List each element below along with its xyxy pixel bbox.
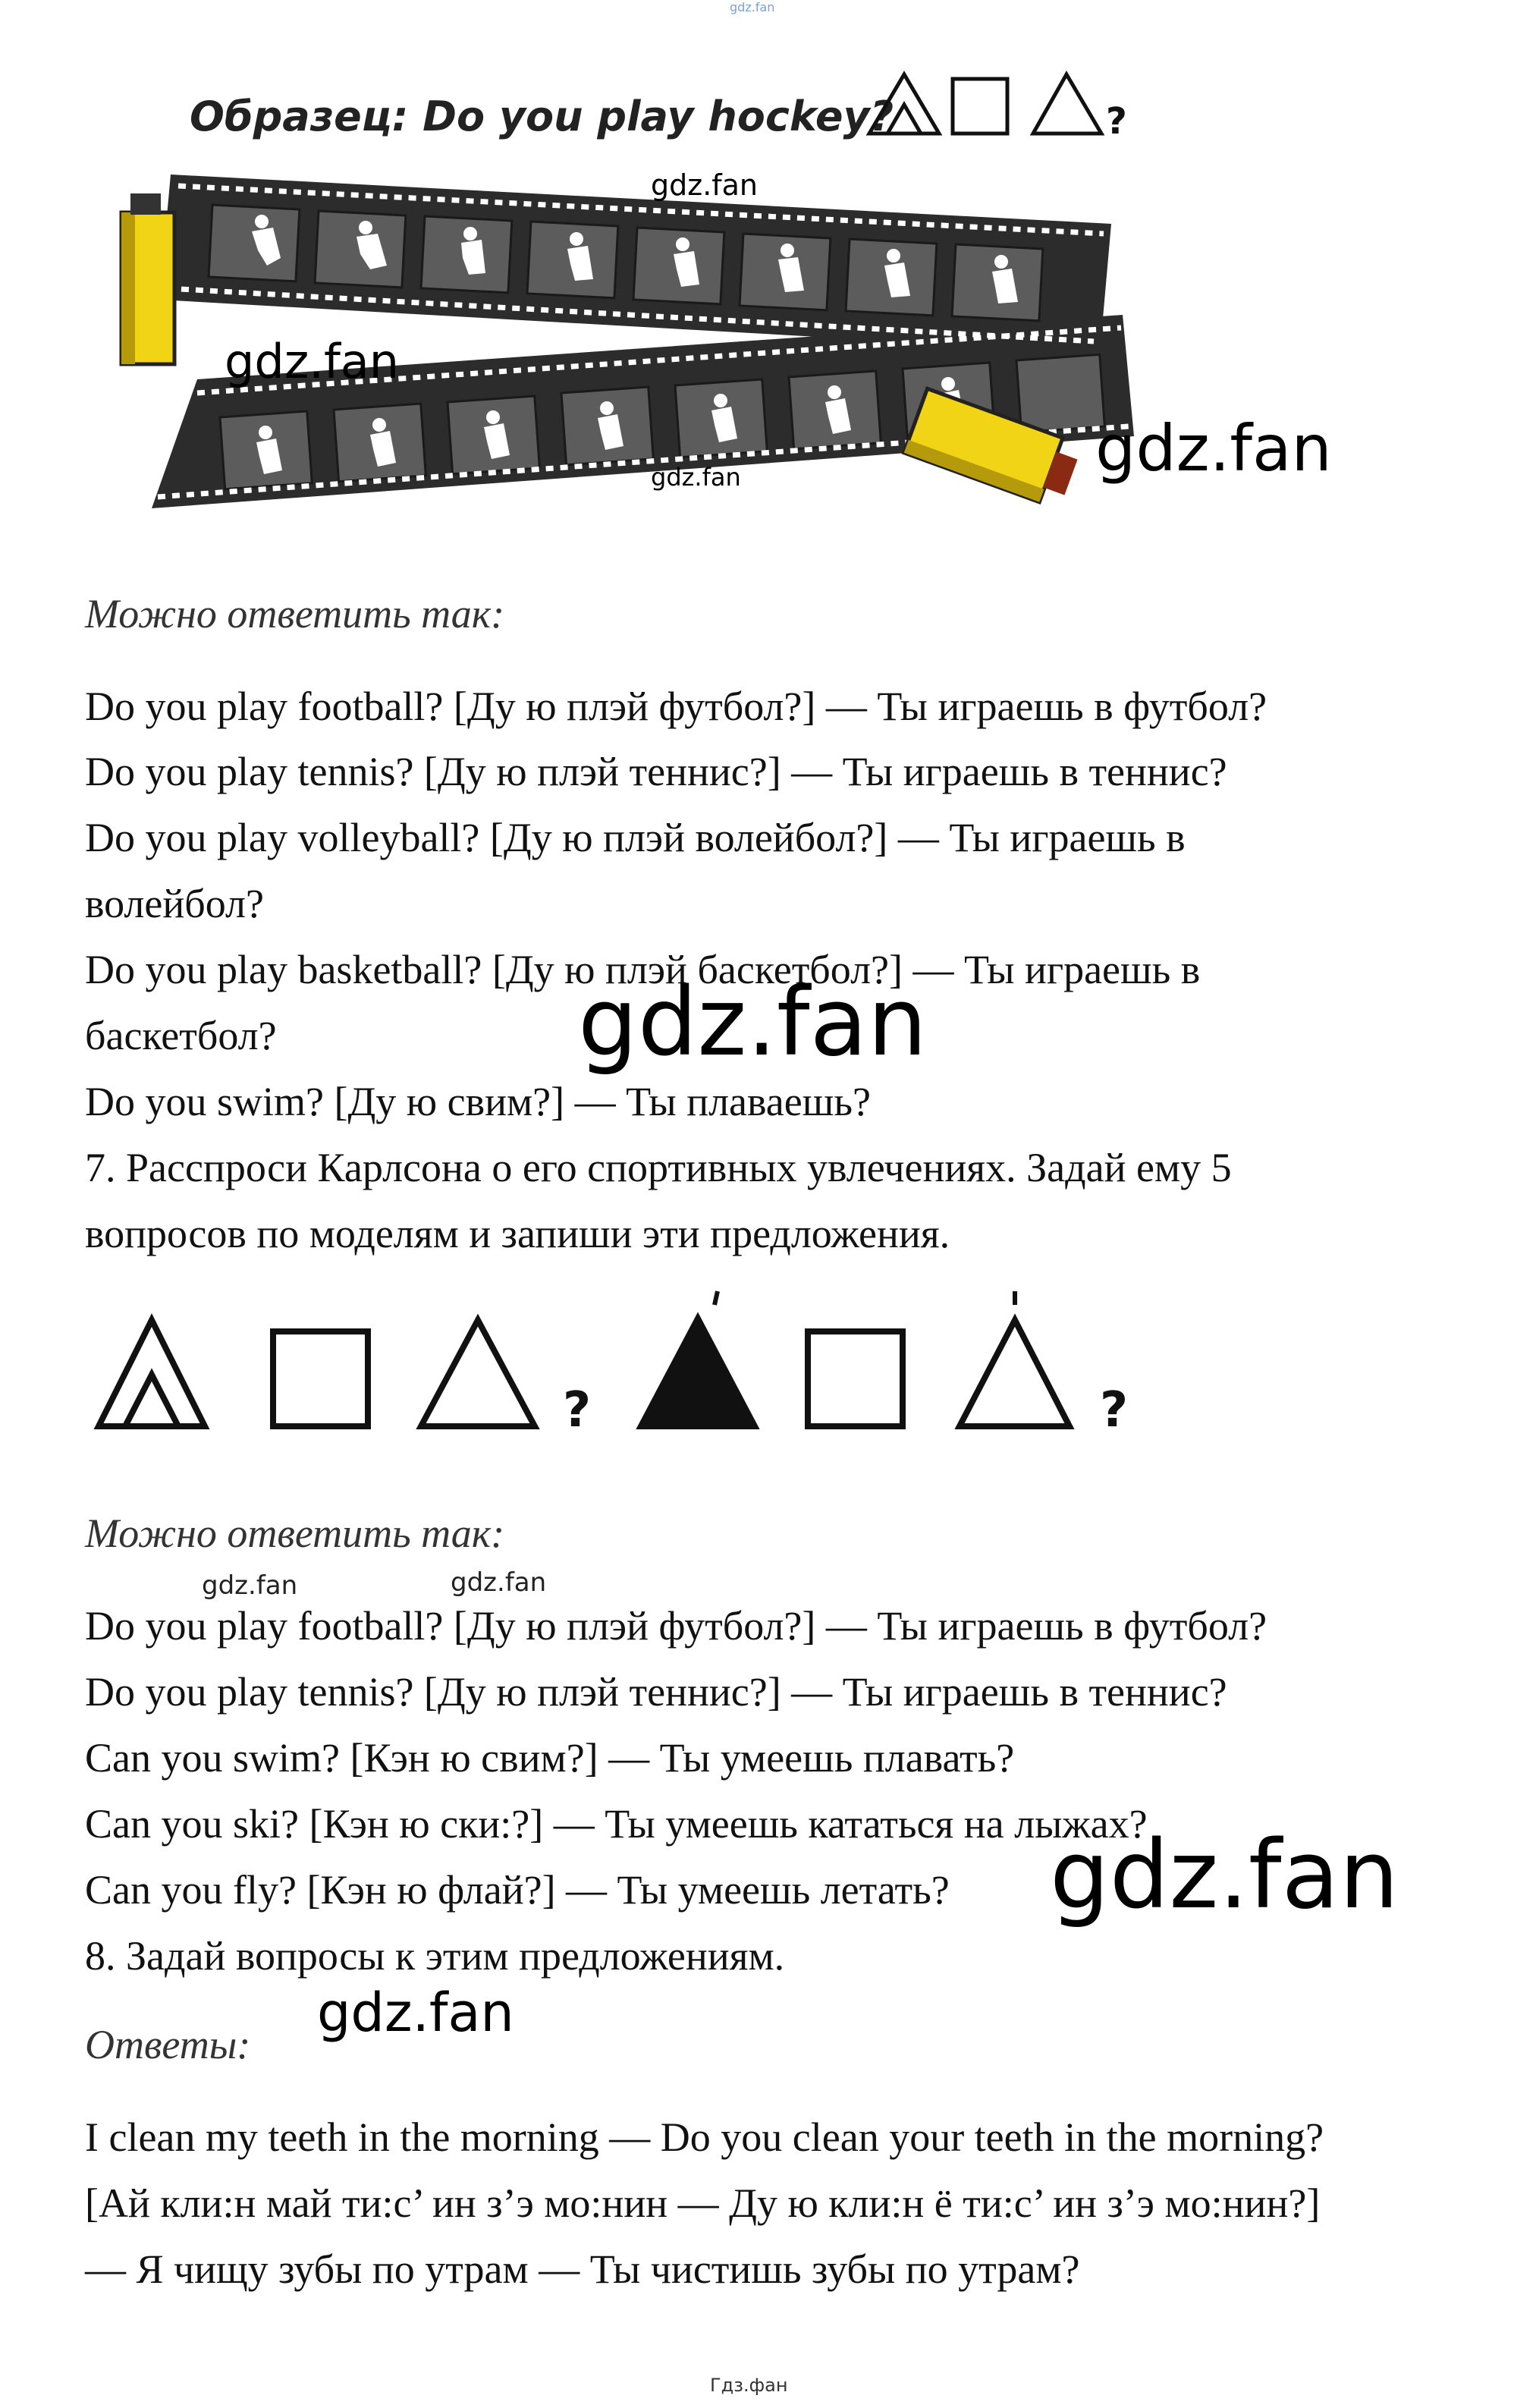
- triangle-filled-icon: [641, 1319, 755, 1426]
- answer-line: волейбол?: [85, 881, 264, 926]
- watermark-answers3: gdz.fan: [317, 1982, 514, 2044]
- task-line: 7. Расспроси Карлсона о его спортивных увлечениях. Задай ему 5: [85, 1145, 1232, 1190]
- task-line: 8. Задай вопросы к этим предложениям.: [85, 1933, 785, 1979]
- answer-line: Do you play basketball? [Ду ю плэй баскетбол?] — Ты играешь в: [85, 947, 1201, 992]
- symbol-question-mark: ?: [1100, 1382, 1129, 1438]
- answer-line: Do you play volleyball? [Ду ю плэй волейбол?] — Ты играешь в: [85, 815, 1186, 860]
- header-watermark: gdz.fan: [730, 0, 775, 14]
- answer-line: Do you play football? [Ду ю плэй футбол?] — Ты играешь в футбол?: [85, 1603, 1267, 1649]
- triangle-double-icon: [99, 1320, 205, 1426]
- square-icon: [953, 79, 1007, 134]
- answer-line: баскетбол?: [85, 1013, 277, 1058]
- answer-line: Can you fly? [Кэн ю флай?] — Ты умеешь летать?: [85, 1867, 950, 1913]
- square-icon: [273, 1331, 368, 1426]
- section2-heading: Можно ответить так:: [85, 1511, 505, 1556]
- answer-line: Do you play football? [Ду ю плэй футбол?] — Ты играешь в футбол?: [85, 684, 1267, 729]
- sample-question-mark: ?: [1106, 100, 1127, 143]
- footer-watermark: Гдз.фан: [710, 2375, 788, 2396]
- answer-line: [Ай кли:н май ти:с’ ин з’э мо:нин — Ду ю кли:н ё ти:с’ ин з’э мо:нин?]: [85, 2180, 1321, 2226]
- triangle-icon: [1033, 74, 1101, 134]
- watermark-film-top: gdz.fan: [651, 168, 759, 202]
- watermark-film-bottom: gdz.fan: [651, 463, 741, 492]
- watermark-answers2-a: gdz.fan: [202, 1570, 298, 1601]
- section3-heading: Ответы:: [85, 2022, 251, 2067]
- sample-sentence: Образец: Do you play hockey?: [190, 93, 894, 140]
- watermark-film-left: gdz.fan: [225, 334, 400, 389]
- square-icon: [808, 1331, 903, 1426]
- film-roll-icon: [121, 193, 174, 364]
- watermark-film-right: gdz.fan: [1095, 411, 1332, 486]
- question-pattern-symbols: [83, 1290, 1161, 1457]
- answer-line: Can you swim? [Кэн ю свим?] — Ты умеешь плавать?: [85, 1735, 1015, 1781]
- answer-line: Do you play tennis? [Ду ю плэй теннис?] — Ты играешь в теннис?: [85, 749, 1227, 794]
- answer-line: Can you ski? [Кэн ю ски:?] — Ты умеешь кататься на лыжах?: [85, 1801, 1148, 1847]
- answer-line: Do you play tennis? [Ду ю плэй теннис?] — Ты играешь в теннис?: [85, 1669, 1227, 1715]
- section1-heading: Можно ответить так:: [85, 591, 505, 637]
- symbol-question-mark: ?: [563, 1382, 592, 1438]
- triangle-double-icon: [869, 74, 939, 134]
- watermark-right: gdz.fan: [1050, 1821, 1399, 1930]
- triangle-icon: [960, 1320, 1070, 1426]
- answer-line: I clean my teeth in the morning — Do you clean your teeth in the morning?: [85, 2114, 1324, 2160]
- answer-line: Do you swim? [Ду ю свим?] — Ты плаваешь?: [85, 1079, 871, 1124]
- task-line: вопросов по моделям и запиши эти предложения.: [85, 1211, 950, 1256]
- watermark-answers2-b: gdz.fan: [451, 1567, 547, 1598]
- sample-pattern-symbols: [865, 70, 1138, 146]
- watermark-middle: gdz.fan: [578, 968, 928, 1077]
- answer-line: — Я чищу зубы по утрам — Ты чистишь зубы по утрам?: [85, 2246, 1080, 2292]
- triangle-icon: [421, 1320, 535, 1426]
